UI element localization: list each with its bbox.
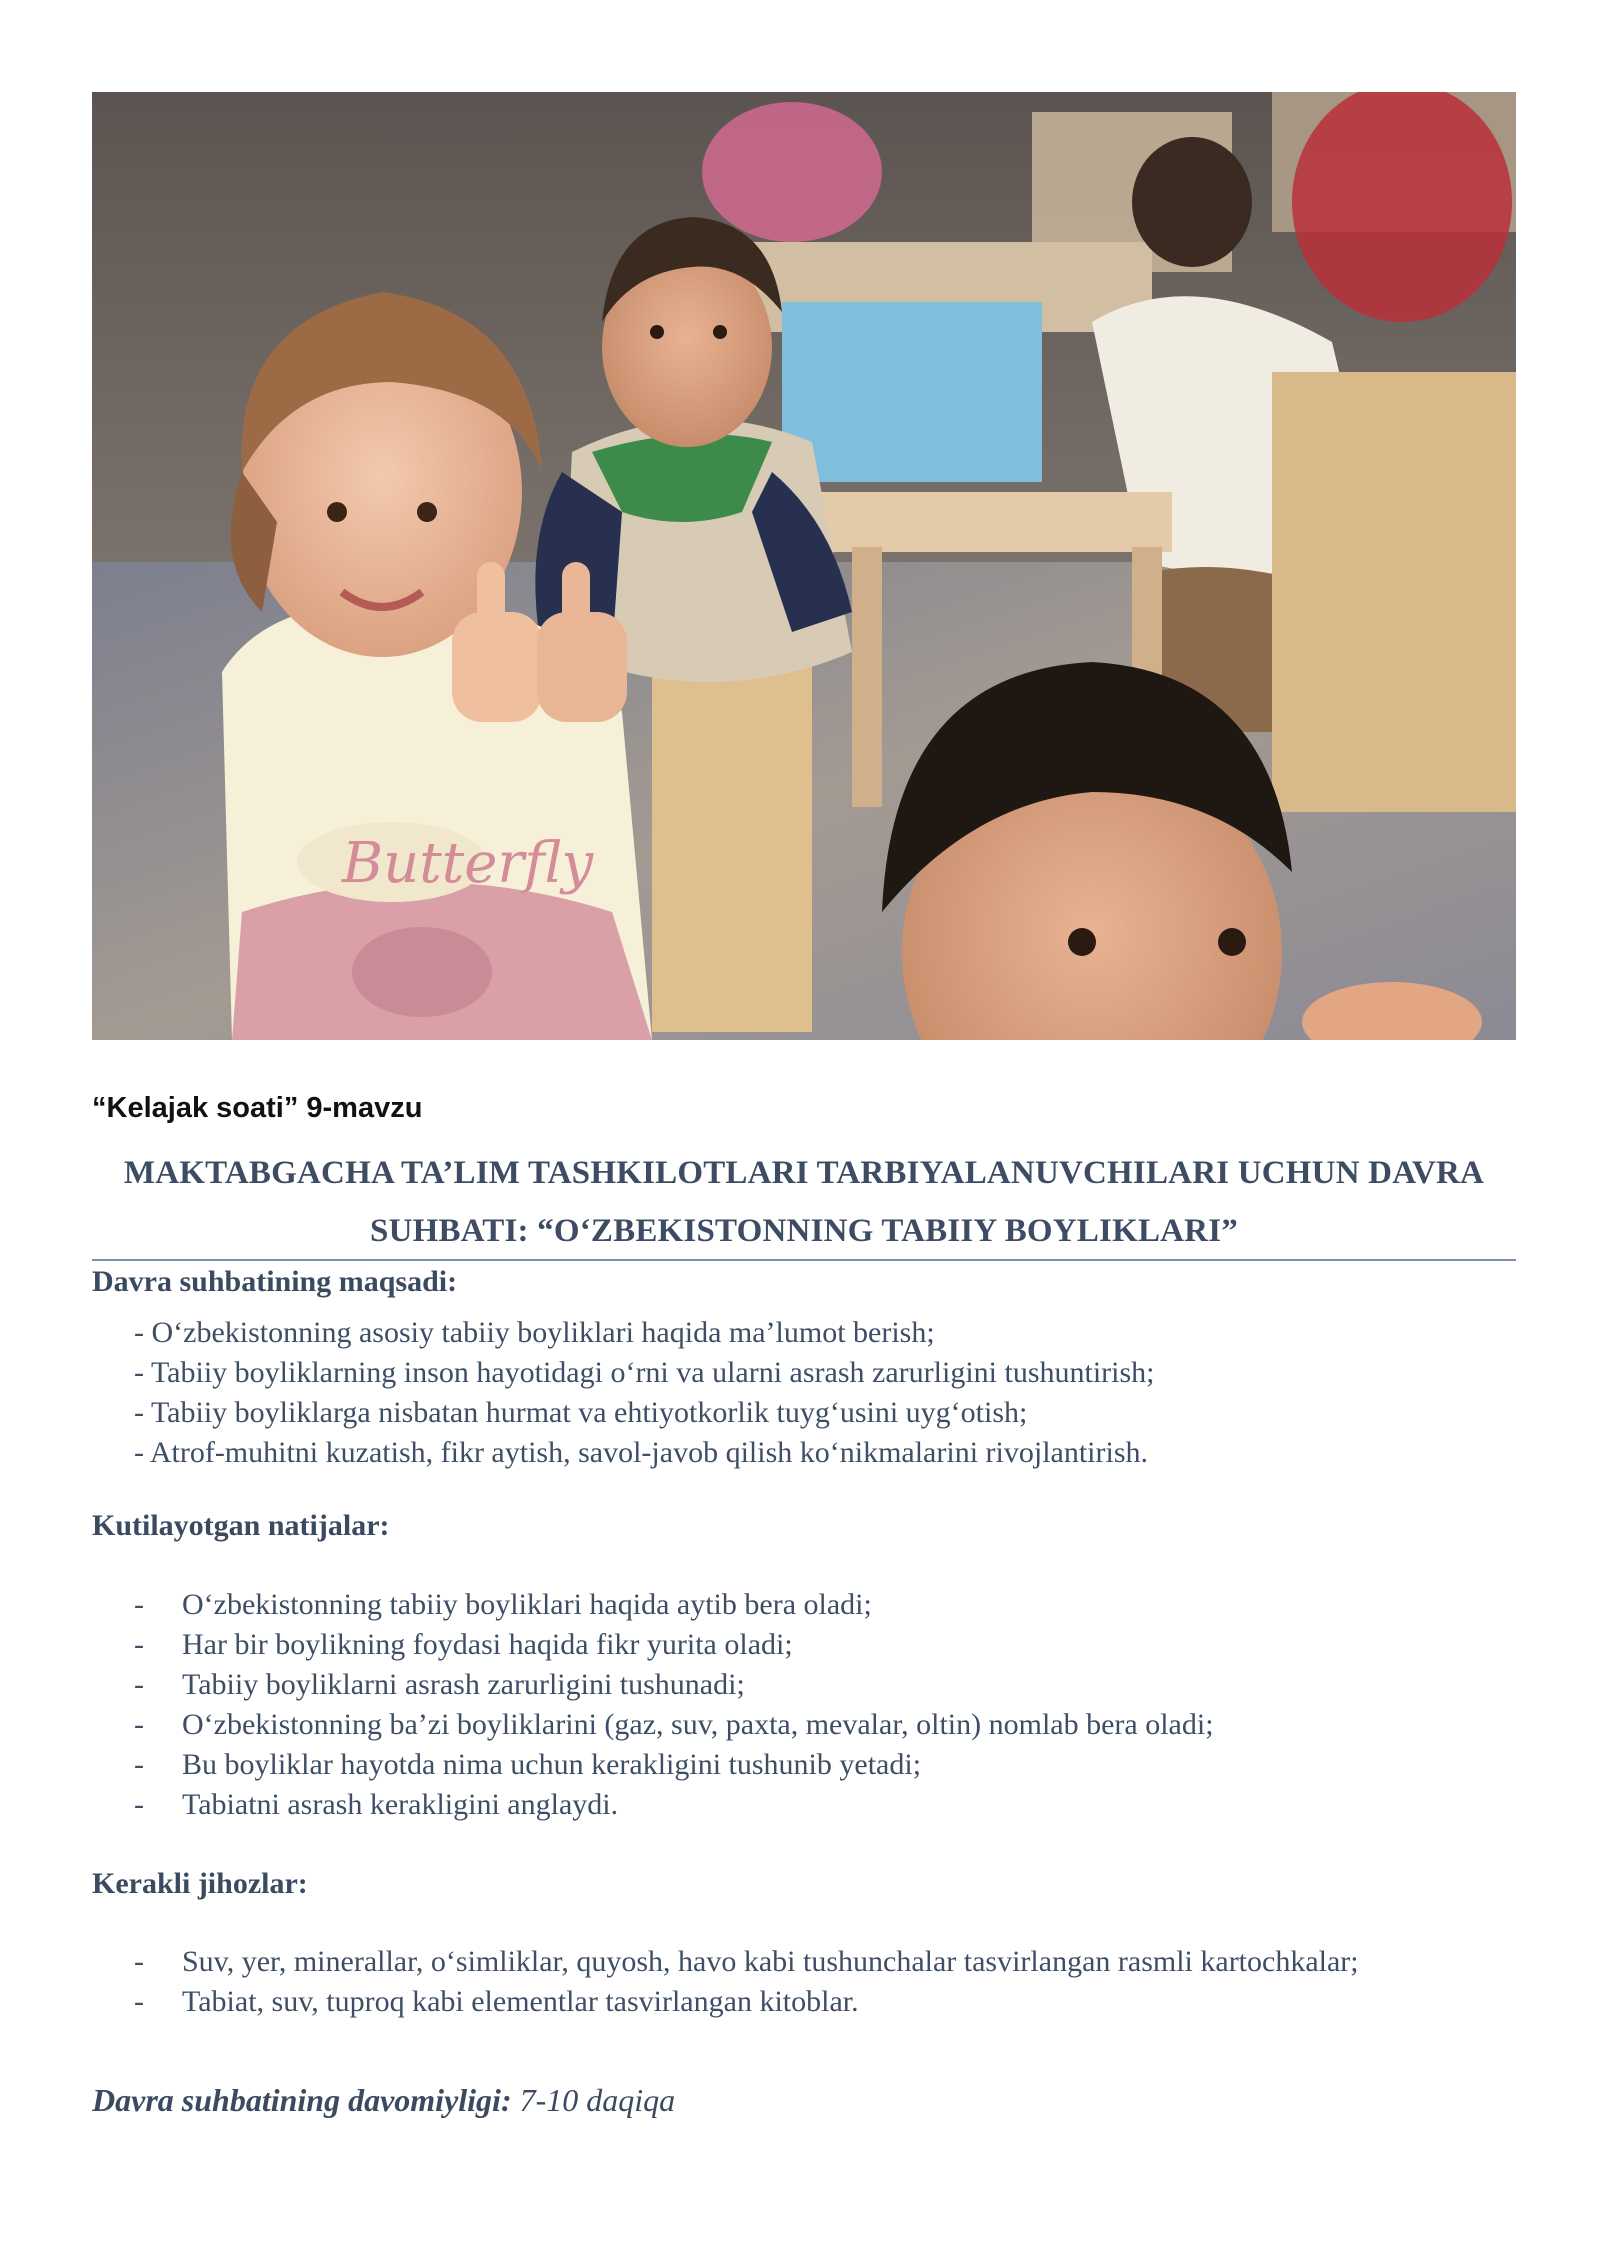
results-list (134, 1585, 1472, 1825)
equipment-list (134, 1942, 1472, 2022)
list-dash: - (134, 1748, 144, 1781)
result-item (134, 1705, 1472, 1745)
photo-illustration (92, 92, 1516, 1040)
list-dash: - (134, 1628, 144, 1661)
list-dash: - (134, 1708, 144, 1741)
duration-label: Davra suhbatining davomiyligi: (92, 2082, 512, 2118)
result-text: Har bir boylikning foydasi haqida fikr yurita oladi; (182, 1628, 793, 1661)
goal-item: - Atrof-muhitni kuzatish, fikr aytish, savol-javob qilish ko‘nikmalarini rivojlantirish. (134, 1436, 1149, 1469)
result-text: Tabiiy boyliklarni asrash zarurligini tushunadi; (182, 1668, 745, 1701)
list-dash: - (134, 1945, 144, 1978)
result-text: Bu boyliklar hayotda nima uchun kerakligini tushunib yetadi; (182, 1748, 922, 1781)
title-line-2: SUHBATI: “O‘ZBEKISTONNING TABIIY BOYLIKLARI” (370, 1213, 1238, 1249)
duration-value: 7-10 daqiqa (519, 2082, 676, 2118)
list-dash: - (134, 1668, 144, 1701)
goal-item: - Tabiiy boyliklarning inson hayotidagi o‘rni va ularni asrash zarurligini tushuntirish; (134, 1356, 1155, 1389)
document-title (92, 1144, 1516, 1260)
equipment-text: Suv, yer, minerallar, o‘simliklar, quyosh, havo kabi tushunchalar tasvirlangan rasmli kartochkalar; (182, 1945, 1359, 1978)
result-item (134, 1785, 1472, 1825)
result-text: Tabiatni asrash kerakligini anglaydi. (182, 1788, 619, 1821)
results-heading: Kutilayotgan natijalar: (92, 1509, 390, 1542)
goals-heading: Davra suhbatining maqsadi: (92, 1265, 458, 1298)
list-dash: - (134, 1788, 144, 1821)
equipment-item (134, 1982, 1472, 2022)
duration-line (92, 2080, 675, 2120)
result-item (134, 1745, 1472, 1785)
goal-item: - O‘zbekistonning asosiy tabiiy boyliklari haqida ma’lumot berish; (134, 1316, 935, 1349)
result-item (134, 1625, 1472, 1665)
equipment-heading: Kerakli jihozlar: (92, 1867, 308, 1900)
series-label: “Kelajak soati” 9-mavzu (92, 1092, 423, 1124)
list-dash: - (134, 1588, 144, 1621)
result-item (134, 1585, 1472, 1625)
goal-item: - Tabiiy boyliklarga nisbatan hurmat va ehtiyotkorlik tuyg‘usini uyg‘otish; (134, 1396, 1028, 1429)
title-divider (92, 1259, 1516, 1261)
list-dash: - (134, 1985, 144, 2018)
classroom-photo (92, 92, 1516, 1040)
title-line-1: MAKTABGACHA TA’LIM TASHKILOTLARI TARBIYALANUVCHILARI UCHUN DAVRA (123, 1155, 1485, 1191)
shirt-print-text: Butterfly (342, 831, 594, 896)
equipment-item (134, 1942, 1422, 1982)
result-item (134, 1665, 1472, 1705)
result-text: O‘zbekistonning tabiiy boyliklari haqida aytib bera oladi; (182, 1588, 872, 1621)
goals-list (134, 1313, 1155, 1473)
equipment-text: Tabiat, suv, tuproq kabi elementlar tasvirlangan kitoblar. (182, 1985, 859, 2018)
result-text: O‘zbekistonning ba’zi boyliklarini (gaz, suv, paxta, mevalar, oltin) nomlab bera oladi; (182, 1708, 1214, 1741)
